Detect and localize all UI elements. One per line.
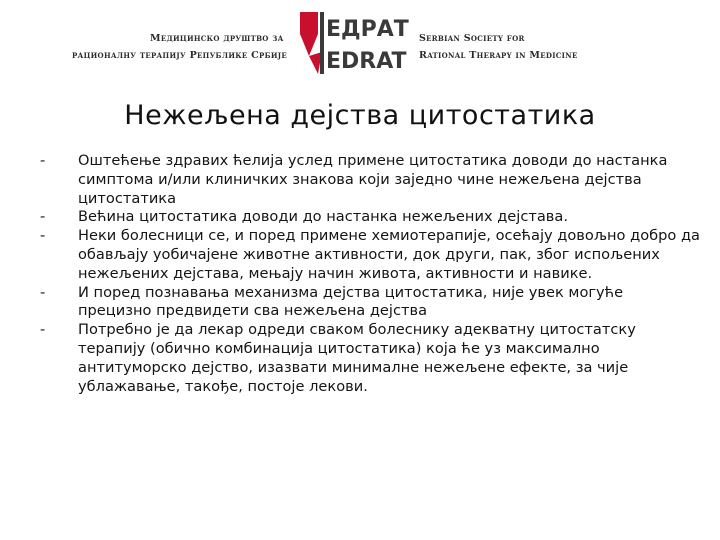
bullet-list bbox=[40, 152, 700, 396]
org-name-serbian bbox=[72, 30, 292, 64]
bullet-text: И поред познавања механизма дејства цитостатика, није увек могуће прецизно предвидети сва нежељена дејства bbox=[78, 283, 624, 320]
bullet-marker: - bbox=[40, 283, 46, 301]
bullet-marker: - bbox=[40, 208, 46, 226]
medrat-logo bbox=[296, 8, 414, 80]
list-item bbox=[40, 208, 700, 227]
logo-text-cyrillic: ЕДРАТ bbox=[326, 17, 409, 42]
slide-header bbox=[0, 0, 720, 90]
bullet-marker: - bbox=[40, 321, 46, 339]
bullet-text: Потребно је да лекар одреди сваком болеснику адекватну цитостатску терапију (обично комбинација цитостатика) која ће уз максимално антитуморско дејство, изазвати минималне нежељене ефекте, за чије ублажавање, такође, постоје лекови. bbox=[78, 321, 636, 395]
bullet-text: Већина цитостатика доводи до настанка нежељених дејстава. bbox=[78, 208, 568, 226]
org-name-english bbox=[419, 30, 649, 64]
org-name-english-line2: Rational Therapy in Medicine bbox=[419, 50, 578, 61]
list-item bbox=[40, 321, 700, 396]
list-item bbox=[40, 227, 700, 283]
bullet-marker: - bbox=[40, 152, 46, 169]
bullet-text: Оштећење здравих ћелија услед примене цитостатика доводи до настанка симптома и/или клиничких знакова који заједно чине нежељена дејства цитостатика bbox=[78, 152, 668, 207]
logo-text-latin: EDRAT bbox=[326, 49, 407, 74]
slide-title: Нежељена дејства цитостатика bbox=[124, 100, 596, 131]
org-name-serbian-line1: Медицинско друштво за bbox=[150, 33, 284, 44]
list-item bbox=[40, 152, 700, 208]
org-name-serbian-line2: рационалну терапију Републике Србије bbox=[72, 50, 288, 61]
org-name-english-line1: Serbian Society for bbox=[419, 33, 525, 44]
bullet-text: Неки болесници се, и поред примене хемиотерапије, осећају довољно добро да обављају уобичајене животне активности, док други, пак, због испољених нежељених дејстава, мењају начин живота, активности и навике. bbox=[78, 227, 701, 282]
list-item bbox=[40, 284, 700, 322]
bullet-marker: - bbox=[40, 227, 46, 245]
